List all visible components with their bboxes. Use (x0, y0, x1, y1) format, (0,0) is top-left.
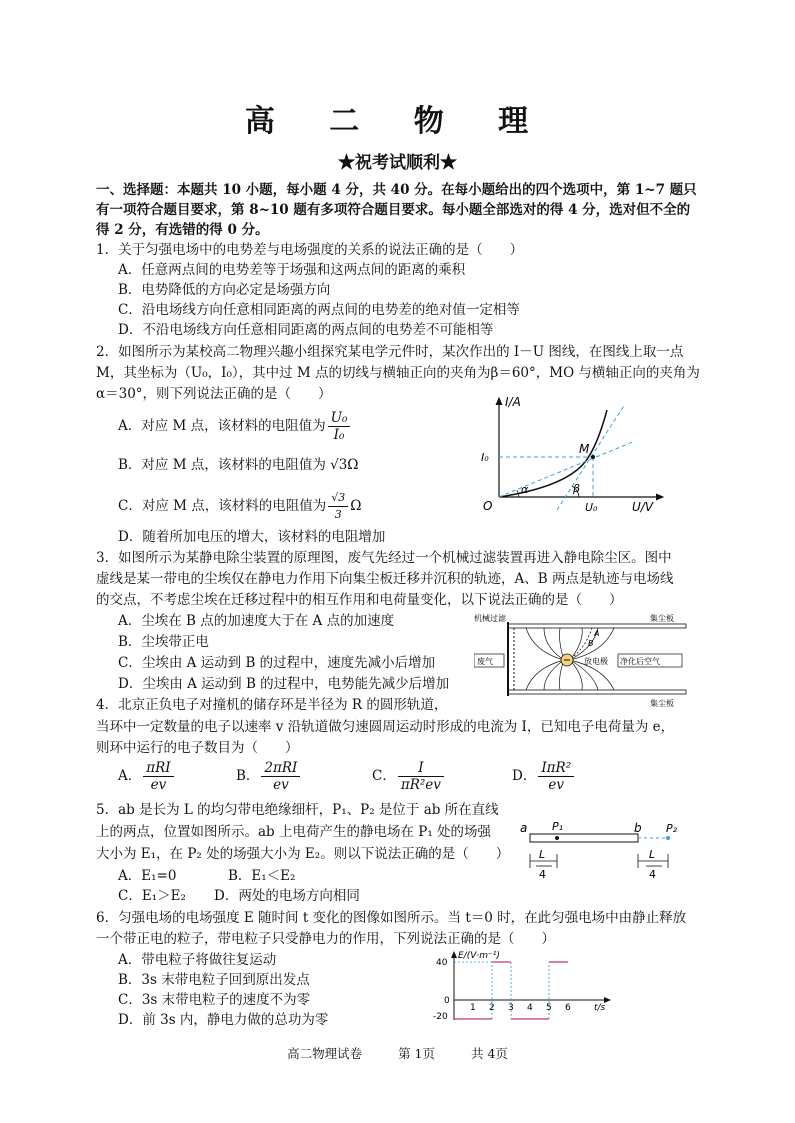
q3-stem-1: 3．如图所示为某静电除尘装置的原理图，废气先经过一个机械过滤装置再进入静电除尘区。图中 (96, 550, 672, 566)
q2-option-a-fraction (328, 410, 351, 443)
l4-num: L (539, 848, 546, 861)
origin-label: O (483, 499, 493, 513)
q3-option-b: B．尘埃带正电 (118, 634, 209, 650)
q6-option-a: A．带电粒子将做往复运动 (118, 952, 277, 968)
p2-dot (666, 836, 670, 840)
q5-stem-1: 5．ab 是长为 L 的均匀带电绝缘细杆，P₁、P₂ 是位于 ab 所在直线 (96, 802, 499, 818)
option-label: B． (236, 768, 260, 784)
page-title: 高 二 物 理 (244, 104, 551, 139)
q6-option-d: D．前 3s 内，静电力做的总功为零 (118, 1012, 329, 1028)
u0-label: U₀ (585, 501, 598, 514)
l4-den: 4 (539, 868, 546, 881)
fraction-denominator: πR²ev (400, 777, 441, 793)
fraction-denominator: ev (150, 777, 167, 793)
q2-stem-2: M，其坐标为（U₀，I₀），其中过 M 点的切线与横轴正向的夹角为β＝60°，MO 与横轴正向的夹角为 (96, 365, 700, 381)
section-instruction-2: 有一项符合题目要求，第 8~10 题有多项符合题目要求。每小题全部选对的得 4 分，选对但不全的 (96, 202, 691, 218)
alpha-label: α (521, 483, 529, 496)
q3-option-a: A．尘埃在 B 点的加速度大于在 A 点的加速度 (118, 613, 395, 629)
electrode-label: 放电极 (584, 657, 608, 666)
x-axis-label: U/V (632, 500, 654, 514)
q2-stem-1: 2．如图所示为某校高二物理兴趣小组探究某电学元件时，某次作出的 I－U 图线，在图线上取一点 (96, 344, 684, 360)
q5-option-c: C．E₁＞E₂ (118, 888, 186, 904)
q4-stem-3: 则环中运行的电子数目为（ ） (96, 740, 299, 756)
m-label: M (579, 442, 590, 456)
fraction-denominator: I₀ (333, 427, 345, 443)
p1-dot (555, 836, 559, 840)
point-m (591, 455, 595, 459)
plate-top-label: 集尘板 (650, 614, 674, 623)
q2-option-a (118, 408, 352, 444)
l4-num-2: L (649, 848, 656, 861)
q3-stem-3: 的交点，不考虑尘埃在迁移过程中的相互作用和电荷量变化，以下说法正确的是（ ） (96, 592, 623, 608)
q2-option-c-fraction (328, 490, 348, 523)
beta-label: β (573, 482, 581, 495)
q6-et-graph (428, 948, 618, 1024)
option-label: A． (118, 768, 142, 784)
q4-option-d-fraction (538, 760, 574, 793)
option-label: C． (372, 768, 396, 784)
t-tick-label: 4 (527, 1003, 533, 1013)
point-b-label: B (588, 639, 594, 648)
q4-stem-1: 4．北京正负电子对撞机的储存环是半径为 R 的圆形轨道， (96, 697, 448, 713)
q1-option-d: D．不沿电场线方向任意相同距离的两点间的电势差不可能相等 (118, 322, 494, 338)
q4-option-c-fraction (398, 760, 444, 793)
t-tick-label: 6 (565, 1003, 571, 1013)
y-tick-neg20: -20 (433, 1012, 448, 1022)
iu-curve (499, 410, 607, 497)
gas-in-label: 废气 (477, 657, 493, 666)
unit-ohm: Ω (350, 498, 362, 514)
q2-option-c-text: C．对应 M 点，该材料的电阻值为 (118, 498, 327, 514)
q3-option-d: D．尘埃由 A 运动到 B 的过程中，电势能先减少后增加 (118, 676, 450, 692)
q5-rod-diagram (518, 820, 694, 896)
plate-bottom-label: 集尘板 (650, 699, 674, 708)
q2-stem-3: α＝30°，则下列说法正确的是（ ） (96, 386, 332, 402)
label-b: b (634, 821, 642, 835)
t-tick-label: 2 (489, 1003, 495, 1013)
point-a-label: A (594, 629, 600, 638)
fraction-numerator: IπR² (538, 760, 574, 777)
q2-iu-graph (475, 392, 675, 517)
q4-stem-2: 当环中一定数量的电子以速率 v 沿轨道做匀速圆周运动时形成的电流为 I，已知电子电荷量为 e， (96, 719, 675, 735)
q6-stem-1: 6．匀强电场的电场强度 E 随时间 t 变化的图像如图所示。当 t＝0 时，在此匀强电场中由静止释放 (96, 910, 687, 926)
q6-option-c: C．3s 末带电粒子的速度不为零 (118, 992, 311, 1008)
q1-stem: 1．关于匀强电场中的电势差与电场强度的关系的说法正确的是（ ） (96, 242, 524, 258)
option-label: D． (512, 768, 537, 784)
q6-option-b: B．3s 末带电粒子回到原出发点 (118, 972, 310, 988)
footer-page-total: 共 4页 (470, 1046, 508, 1061)
om-line (499, 441, 635, 497)
bottom-plate (508, 690, 686, 694)
fraction-numerator: √3 (328, 490, 348, 507)
fraction-numerator: I (398, 760, 444, 777)
page-footer (0, 1044, 795, 1062)
q4-option-d (512, 758, 576, 794)
q4-option-b-fraction (261, 760, 300, 793)
fraction-numerator: πRI (143, 760, 173, 777)
q5-option-d: D．两处的电场方向相同 (214, 888, 360, 904)
q1-option-c: C．沿电场线方向任意相同距离的两点间的电势差的绝对值一定相等 (118, 302, 520, 318)
q5-stem-3: 大小为 E₁，在 P₂ 处的场强大小为 E₂。则以下说法正确的是（ ） (96, 846, 510, 862)
q5-option-a: A．E₁=0 (118, 868, 177, 884)
q4-option-b (236, 758, 302, 794)
charged-rod (530, 834, 638, 842)
y-tick-40: 40 (436, 958, 448, 968)
i0-label: I₀ (481, 451, 489, 464)
q6-stem-2: 一个带正电的粒子，带电粒子只受静电力的作用，下列说法正确的是（ ） (96, 931, 555, 947)
section-instruction-3: 得 2 分，有选错的得 0 分。 (96, 222, 269, 238)
fraction-denominator: 3 (334, 508, 342, 521)
q4-option-a-fraction (143, 760, 173, 793)
y-tick-0: 0 (444, 996, 450, 1006)
footer-paper-name: 高二物理试卷 (287, 1046, 363, 1061)
t-tick-label: 5 (546, 1003, 552, 1013)
fraction-numerator: 2πRI (261, 760, 300, 777)
fraction-numerator: U₀ (328, 410, 351, 427)
q2-option-a-text: A．对应 M 点，该材料的电阻值为 (118, 418, 326, 434)
q3-option-c: C．尘埃由 A 运动到 B 的过程中，速度先减小后增加 (118, 655, 436, 671)
q2-option-b: B．对应 M 点，该材料的电阻值为 √3Ω (118, 457, 359, 473)
t-tick-label: 3 (508, 1003, 514, 1013)
page-subtitle: ★祝考试顺利★ (338, 153, 457, 173)
section-instruction-1: 一、选择题：本题共 10 小题，每小题 4 分，共 40 分。在每小题给出的四个选项中，第 1~7 题只 (96, 182, 697, 198)
q2-option-c (118, 488, 361, 524)
label-a: a (520, 821, 528, 835)
q4-option-a (118, 758, 176, 794)
top-plate (508, 624, 686, 628)
label-p2: P₂ (666, 822, 678, 835)
q4-option-c (372, 758, 446, 794)
fraction-denominator: ev (548, 777, 565, 793)
q1-option-b: B．电势降低的方向必定是场强方向 (118, 282, 331, 298)
q5-stem-2: 上的两点，位置如图所示。ab 上电荷产生的静电场在 P₁ 处的场强 (96, 824, 492, 840)
t-axis-label: t/s (594, 1003, 606, 1013)
e-axis-label: E/(V·m⁻¹) (458, 951, 500, 961)
gas-out-label: 净化后空气 (620, 657, 660, 666)
q5-option-b: B．E₁＜E₂ (228, 868, 296, 884)
t-tick-label: 1 (470, 1003, 476, 1013)
y-axis-label: I/A (505, 395, 521, 409)
q1-option-a: A．任意两点间的电势差等于场强和这两点间的距离的乘积 (118, 262, 466, 278)
filter-label: 机械过滤 (474, 614, 506, 623)
label-p1: P₁ (552, 820, 564, 833)
q3-precipitator-diagram (474, 612, 690, 710)
q2-option-d: D．随着所加电压的增大，该材料的电阻增加 (118, 529, 386, 545)
fraction-denominator: ev (273, 777, 289, 793)
q3-stem-2: 虚线是某一带电的尘埃仅在静电力作用下向集尘板迁移并沉积的轨迹，A、B 两点是轨迹与电场线 (96, 571, 674, 587)
l4-den-2: 4 (649, 868, 656, 881)
footer-page-number: 第 1页 (398, 1046, 435, 1061)
